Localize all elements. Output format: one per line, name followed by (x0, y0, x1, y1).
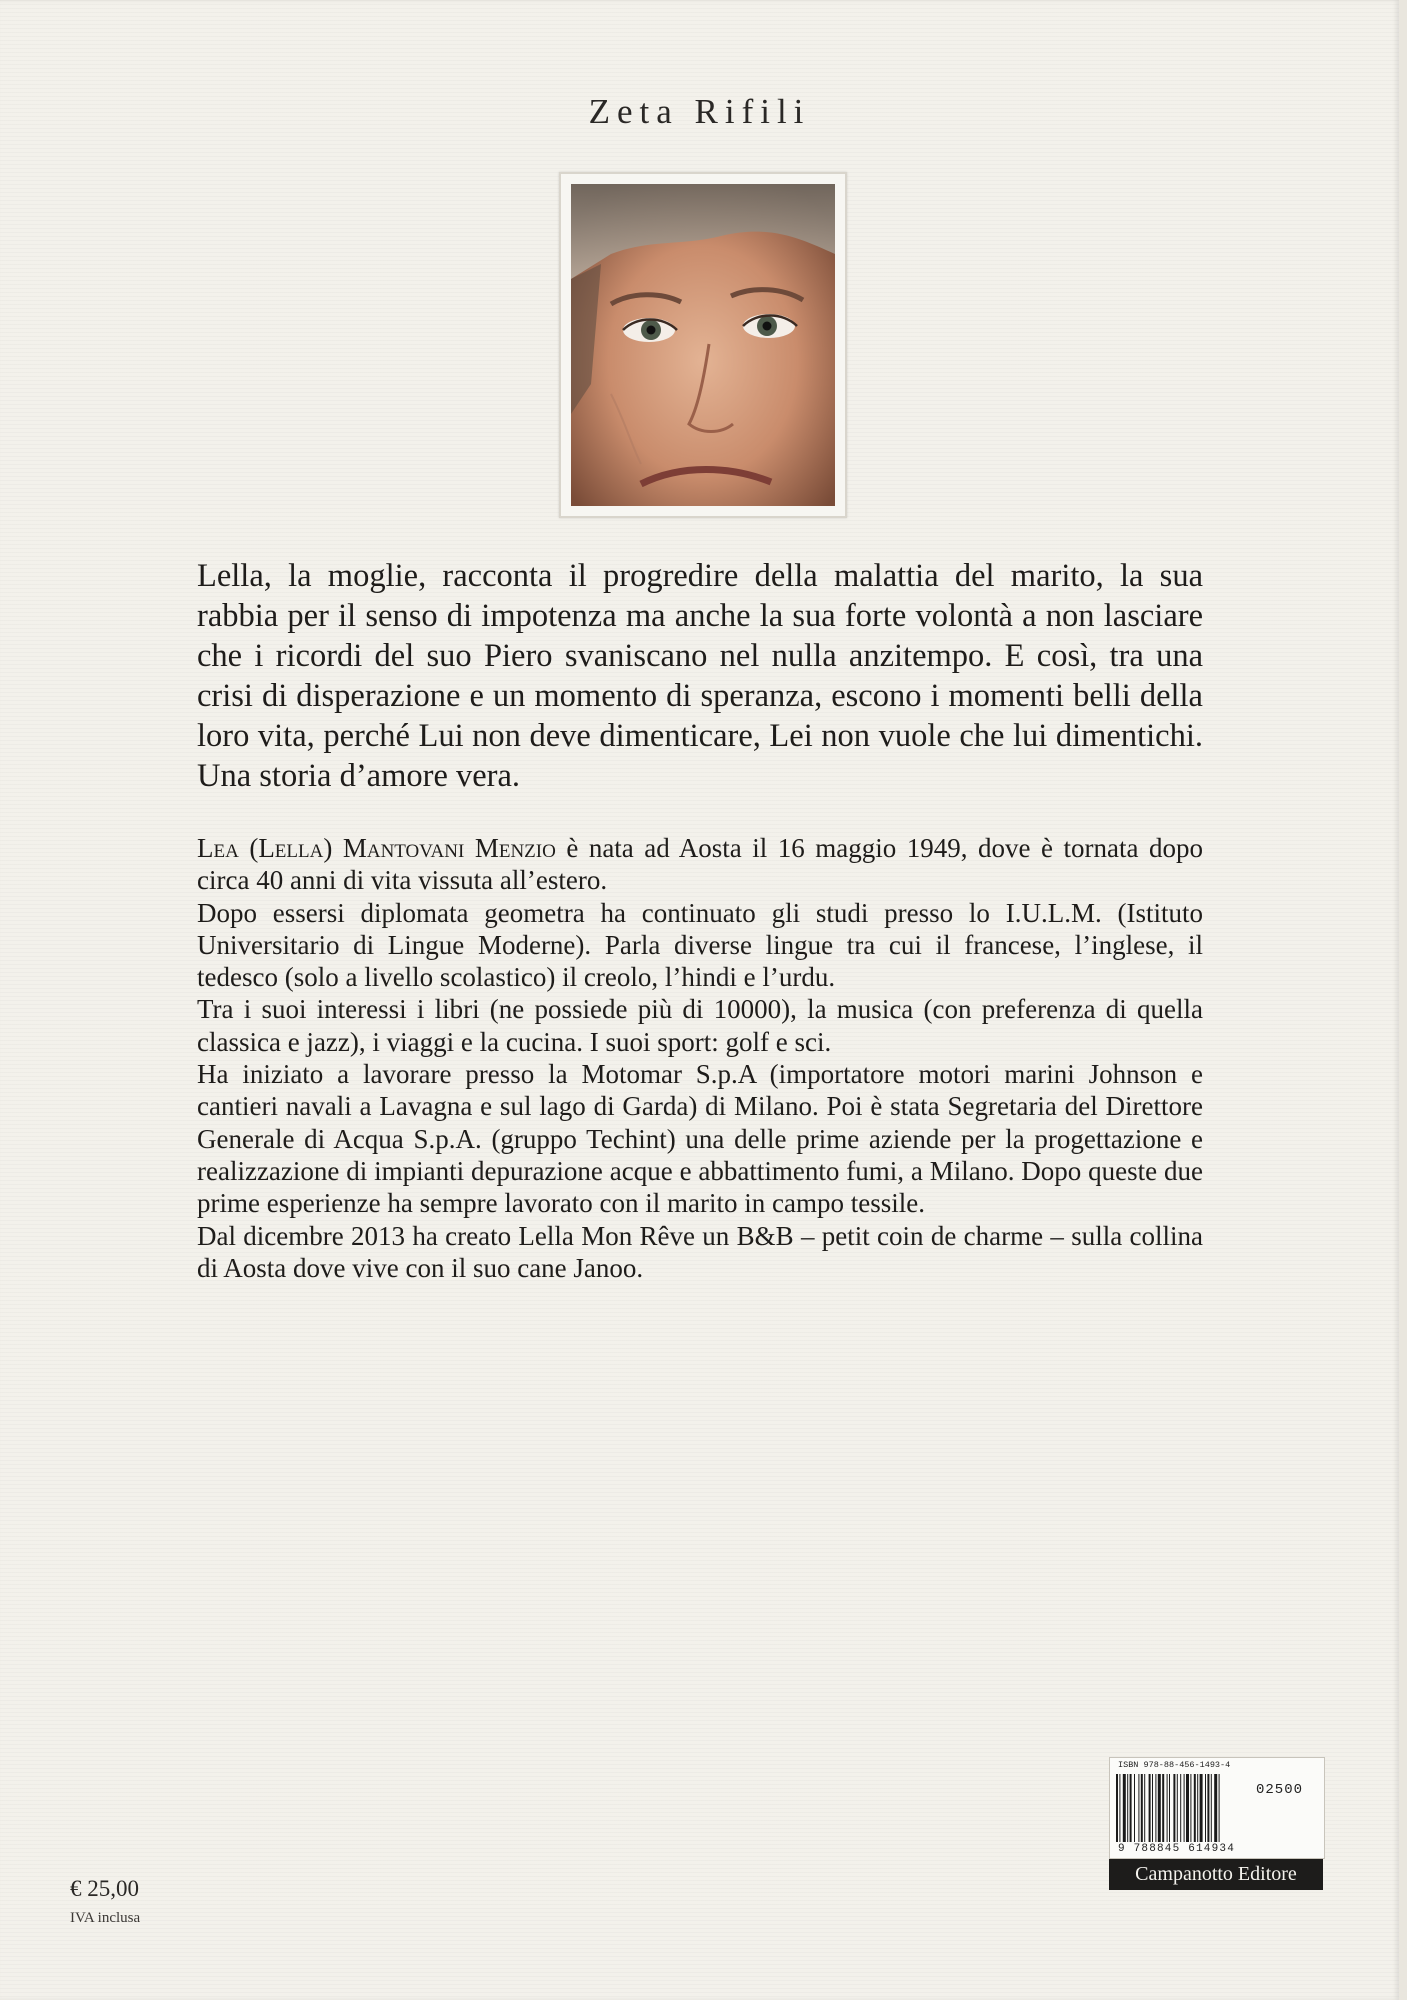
author-face-photo (571, 184, 835, 506)
author-bio (197, 832, 1203, 1284)
author-photo-frame (559, 172, 847, 518)
bio-intro-text: è nata ad Aosta il 16 maggio 1949, dove è tornata dopo circa 40 anni di vita vissuta all’estero. (197, 833, 1203, 896)
bio-paragraph-studies: Dopo essersi diplomata geometra ha continuato gli studi presso lo I.U.L.M. (Istituto Universitario di Lingue Moderne). Parla diverse lingue tra cui il francese, l’inglese, il tedesco (solo a livello scolastico) il creolo, l’hindi e l’urdu. (197, 897, 1203, 993)
bio-paragraph-bnb: Dal dicembre 2013 ha creato Lella Mon Rêve un B&B – petit coin de charme – sulla collina di Aosta dove vive con il suo cane Janoo. (197, 1220, 1203, 1283)
price-label: € 25,00 (70, 1876, 139, 1901)
book-blurb: Lella, la moglie, racconta il progredire della malattia del marito, la sua rabbia per il senso di impotenza ma anche la sua forte volontà a non lasciare che i ricordi del suo Piero svaniscano nel nulla anzitempo. E così, tra una crisi di disperazione e un momento di speranza, escono i momenti belli della loro vita, perché Lui non deve dimenticare, Lei non vuole che lui dimentichi. Una storia d’amore vera. (197, 558, 1203, 794)
vat-note: IVA inclusa (70, 1910, 141, 1926)
barcode-price-code: 02500 (1256, 1782, 1304, 1798)
author-name: Zeta Rifili (588, 92, 811, 131)
isbn-barcode (1109, 1757, 1325, 1859)
bio-intro-paragraph (197, 832, 1203, 897)
isbn-digits: 9 788845 614934 (1118, 1843, 1236, 1855)
barcode-bars-icon (1116, 1774, 1256, 1842)
author-photo (571, 184, 835, 506)
isbn-label: ISBN 978-88-456-1493-4 (1118, 1760, 1231, 1770)
publisher-label: Campanotto Editore (1109, 1859, 1323, 1890)
bio-paragraph-interests: Tra i suoi interessi i libri (ne possiede più di 10000), la musica (con preferenza di quella classica e jazz), i viaggi e la cucina. I suoi sport: golf e sci. (197, 994, 1203, 1057)
bio-paragraph-career: Ha iniziato a lavorare presso la Motomar S.p.A (importatore motori marini Johnson e cantieri navali a Lavagna e sul lago di Garda) di Milano. Poi è stata Segretaria del Direttore Generale di Acqua S.p.A. (gruppo Techint) una delle prime aziende per la progettazione e realizzazione di impianti depurazione acque e abbattimento fumi, a Milano. Dopo queste due prime esperienze ha sempre lavorato con il marito in campo tessile. (197, 1059, 1203, 1219)
bio-author-name: Lea (Lella) Mantovani Menzio (197, 833, 556, 863)
